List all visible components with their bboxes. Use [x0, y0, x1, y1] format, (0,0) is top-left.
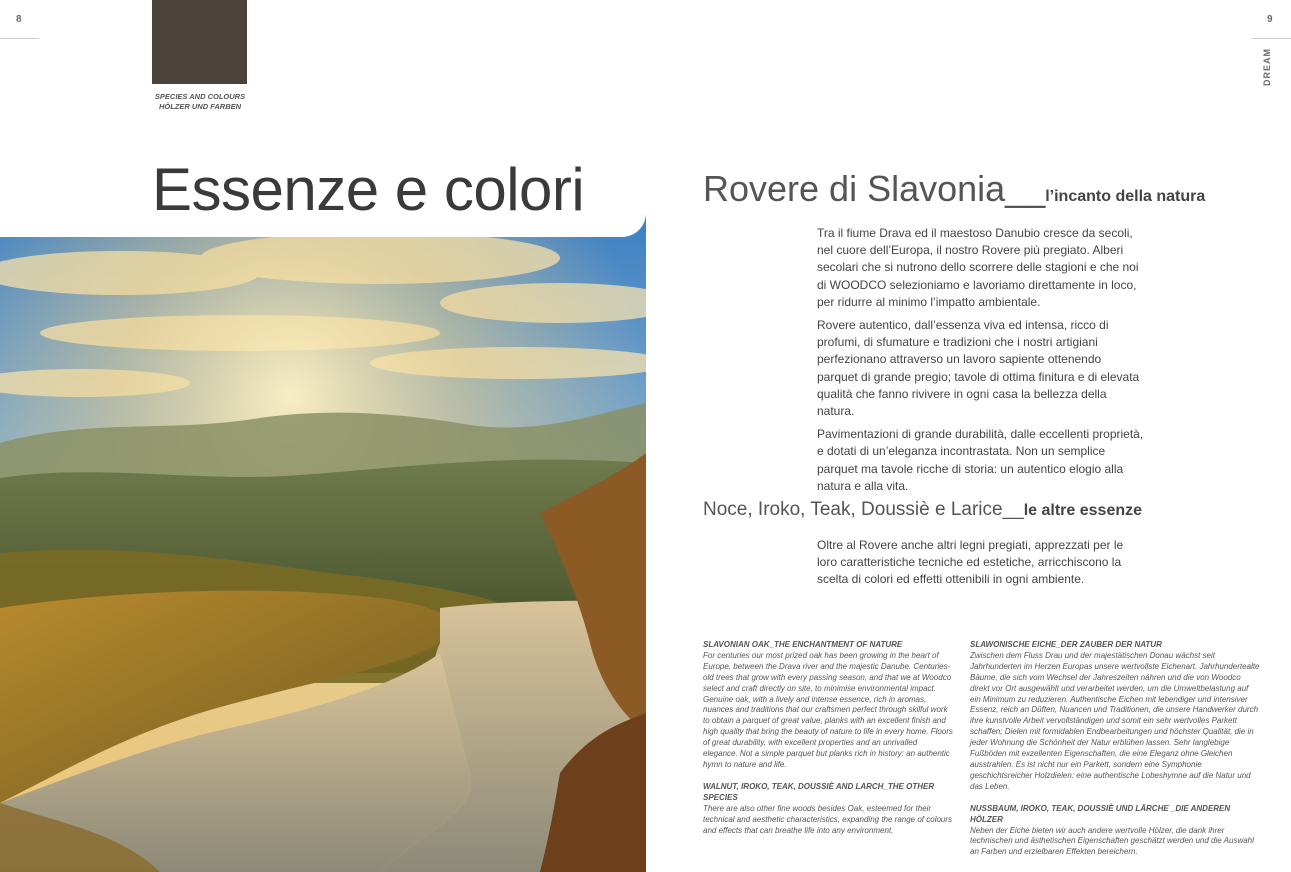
swatch-caption-de: HÖLZER UND FARBEN — [158, 102, 242, 111]
english-title-1: SLAVONIAN OAK_THE ENCHANTMENT OF NATURE — [703, 640, 903, 649]
section1-paragraph: Tra il fiume Drava ed il maestoso Danubio cresce da secoli, nel cuore dell’Europa, il nostro Rovere più pregiato. Alberi secolari che si nutrono dello scorrere delle stagioni e che noi di WOODCO selezioniamo e lavoriamo direttamente in loco, per ridurre al minimo l’impatto ambientale. — [817, 226, 1139, 309]
side-label: DREAM — [1262, 48, 1272, 86]
german-text-2: Neben der Eiche bieten wir auch andere wertvolle Hölzer, die dank ihrer technischen und ästhetischen Eigenschaften geschätzt werden und die Auswahl an Farben und erzielbaren Effekten bereichern. — [970, 825, 1254, 857]
page-title: Essenze e colori — [152, 156, 585, 223]
section2-title: Noce, Iroko, Teak, Doussiè e Larice__ — [703, 499, 1024, 520]
german-title-1: SLAWONISCHE EICHE_DER ZAUBER DER NATUR — [970, 640, 1162, 649]
section2-paragraph: Oltre al Rovere anche altri legni pregiati, apprezzati per le loro caratteristiche tecniche ed estetiche, arricchiscono la scelta di colori ed effetti ottenibili in ogni ambiente. — [817, 538, 1124, 587]
landscape-photo — [0, 213, 646, 872]
page-number-left: 8 — [16, 14, 22, 25]
english-translation — [703, 640, 953, 836]
german-title-2: NUSSBAUM, IROKO, TEAK, DOUSSIÈ UND LÄRCHE _DIE ANDEREN HÖLZER — [970, 803, 1231, 824]
page-number-rule-right — [1252, 38, 1291, 39]
section2-heading — [703, 499, 1142, 521]
section1-subtitle: l’incanto della natura — [1045, 188, 1206, 205]
english-title-2: WALNUT, IROKO, TEAK, DOUSSIÈ AND LARCH_THE OTHER SPECIES — [703, 781, 935, 802]
english-text-2: There are also other fine woods besides Oak, esteemed for their technical and aesthetic characteristics, expanding the range of colours and effects that can breathe life into any environment. — [703, 803, 953, 835]
section1-paragraph: Pavimentazioni di grande durabilità, dalle eccellenti proprietà, e dotati di un’eleganza incontrastata. Non un semplice parquet ma tavole ricche di storia: un autentico elogio alla natura e alla vita. — [817, 427, 1144, 493]
english-text-1: For centuries our most prized oak has been growing in the heart of Europe, between the Drava river and the majestic Danube. Centuries-old trees that grow with every passing season, and that we at Woodco select and craft directly on site, to minimise environmental impact. Genuine oak, with a lively and intense essence, rich in aromas, nuances and traditions that our craftsmen perfect through skilful work to obtain a parquet of great value, planks with an excellent finish and high quality that bring the beauty of nature to life in every home. Floors of great durability, with excellent properties and an unrivalled elegance. Not a simple parquet but planks rich in history: an authentic hymn to nature and life. — [703, 650, 953, 769]
swatch-caption — [140, 92, 260, 112]
page-number-rule-left — [0, 38, 39, 39]
section1-body — [817, 225, 1145, 501]
swatch-caption-en: SPECIES AND COLOURS — [154, 92, 246, 101]
section1-paragraph: Rovere autentico, dall’essenza viva ed intensa, ricco di profumi, di sfumature e tradizioni che i nostri artigiani perfezionano attraverso un lavoro sapiente ottenendo parquet di grande pregio; tavole di ottima finitura e di elevata qualità che fanno rivivere in ogni casa la bellezza della natura. — [817, 318, 1140, 419]
section2-body — [817, 537, 1127, 595]
german-text-1: Zwischen dem Fluss Drau und der majestätischen Donau wächst seit Jahrhunderten im Herzen Europas unsere wertvollste Eichenart. Jahrhundertealte Bäume, die sich vom Wechsel der Jahreszeiten nähren und die von Woodco direkt vor Ort ausgewählt und verarbeitet werden, um die Umweltbelastung auf ein Minimum zu reduzieren. Authentische Eichen mit lebendiger und intensiver Essenz, reich an Düften, Nuancen und Traditionen, die unsere Handwerker durch ihre kunstvolle Arbeit vervollständigen und somit ein sehr wertvolles Parkett schaffen; Dielen mit formidablen Endbearbeitungen und höchster Qualität, die in jeder Wohnung die Schönheit der Natur erblühen lassen. Sehr langlebige Fußböden mit exzellenten Eigenschaften, die eine Eleganz ohne Gleichen ausstrahlen. Es ist nicht nur ein Parkett, sondern eine Symphonie geschichtsreicher Holzdielen: eine authentische Lobeshymne auf die Natur und das Leben. — [970, 650, 1260, 791]
page-number-right: 9 — [1267, 14, 1273, 25]
german-translation — [970, 640, 1260, 858]
colour-swatch — [152, 0, 247, 84]
section1-heading — [703, 168, 1205, 210]
section2-subtitle: le altre essenze — [1023, 502, 1143, 519]
section1-title: Rovere di Slavonia__ — [703, 168, 1046, 209]
